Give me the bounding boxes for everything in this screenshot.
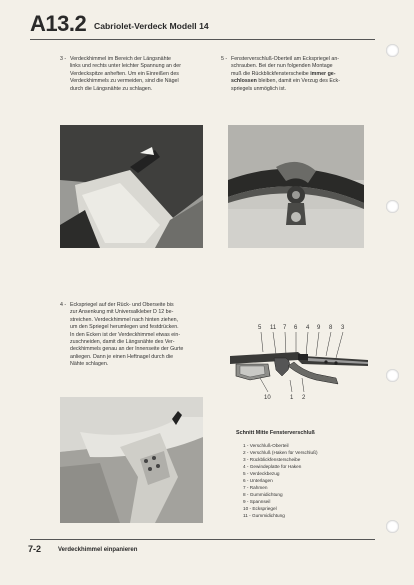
section-title: Cabriolet-Verdeck Modell 14 bbox=[94, 21, 209, 31]
legend-item: 10 - Eckspriegel bbox=[243, 506, 277, 512]
legend-item: 5 - Verdeckbezug bbox=[243, 471, 280, 477]
legend-item: 7 - Rahmen bbox=[243, 485, 268, 491]
header-rule bbox=[30, 39, 375, 40]
punch-hole-lower bbox=[386, 369, 399, 382]
emphasis: schlossen bbox=[231, 78, 257, 85]
legend-item: 3 - Rückblickfensterscheibe bbox=[243, 457, 301, 463]
legend-item: 1 - Verschluß-Oberteil bbox=[243, 443, 289, 448]
photo-corner-bow bbox=[60, 397, 203, 523]
text-line: Nähte schlagen. bbox=[70, 361, 109, 368]
text-line: Verdeckhimmels zu vermeiden, sind die Nägel bbox=[70, 78, 179, 85]
diagram-label: 3 bbox=[341, 325, 345, 331]
step-number: 3 - bbox=[60, 56, 67, 62]
text-line: streichen. Verdeckhimmel nach hinten ziehen, bbox=[70, 316, 179, 323]
text-line bbox=[231, 78, 376, 85]
diagram-label: 6 bbox=[294, 325, 298, 331]
text-line: durch die Längsnähte zu schlagen. bbox=[70, 85, 153, 92]
legend-title: Schnitt Mitte Fensterverschluß bbox=[236, 430, 315, 436]
punch-hole-bottom bbox=[386, 520, 399, 533]
text-span: muß die Rückblickfensterscheibe bbox=[231, 70, 311, 77]
text-line: spriegels unmöglich ist. bbox=[231, 85, 287, 92]
diagram-label: 5 bbox=[258, 325, 262, 331]
diagram-label: 8 bbox=[329, 325, 333, 331]
punch-hole-top bbox=[386, 44, 399, 57]
step-3 bbox=[60, 56, 210, 93]
parts-legend bbox=[243, 442, 318, 520]
text-line: schrauben. Bei der nun folgenden Montage bbox=[231, 63, 333, 70]
diagram-label: 7 bbox=[283, 325, 287, 331]
diagram-label: 4 bbox=[306, 325, 310, 331]
diagram-label: 10 bbox=[264, 395, 271, 401]
text-line: zuschneiden, damit die Längsnähte des Ver- bbox=[70, 339, 175, 346]
punch-hole-upper bbox=[386, 200, 399, 213]
text-line bbox=[231, 71, 376, 78]
legend-item: 9 - Spannseil bbox=[243, 499, 271, 505]
diagram-label: 1 bbox=[290, 395, 294, 401]
legend-item: 11 - Gummidichtung bbox=[243, 513, 285, 519]
diagram-label: 11 bbox=[270, 325, 277, 331]
section-code: A13.2 bbox=[30, 11, 87, 36]
step-5 bbox=[221, 56, 376, 93]
emphasis: immer ge- bbox=[310, 70, 336, 77]
step-number: 5 - bbox=[221, 56, 228, 62]
page-number: 7-2 bbox=[28, 544, 42, 554]
text-line: Eckspriegel auf der Rück- und Oberseite bis bbox=[70, 302, 174, 308]
text-line: anliegen. Dann je einen Heftnagel durch die bbox=[70, 353, 174, 360]
footer-title: Verdeckhimmel einpanieren bbox=[58, 547, 138, 553]
text-span: bleiben, damit ein Verzug des Eck- bbox=[256, 78, 340, 85]
diagram-label: 2 bbox=[302, 395, 306, 401]
section-diagram bbox=[228, 318, 378, 410]
photo-headliner-corner bbox=[60, 125, 203, 248]
legend-item: 8 - Gummidichtung bbox=[243, 492, 283, 498]
text-line: Verdeckhimmel im Bereich der Längsnähte bbox=[70, 56, 171, 62]
text-line: deckhimmels genau an der Innenseite der Gurte bbox=[70, 346, 184, 353]
text-line: um den Spriegel herumlegen und festdrücken. bbox=[70, 324, 179, 331]
text-line: In den Ecken ist der Verdeckhimmel etwas ein- bbox=[70, 331, 181, 338]
legend-item: 4 - Gewindeplatte für Haken bbox=[243, 464, 302, 470]
text-line: Verdeckspitze anheften. Um ein Einreißen des bbox=[70, 70, 179, 77]
text-line: Fensterverschluß-Oberteil am Eckspriegel an- bbox=[231, 56, 340, 62]
step-number: 4 - bbox=[60, 302, 67, 308]
step-4 bbox=[60, 302, 215, 369]
diagram-label: 9 bbox=[317, 325, 321, 331]
legend-item: 2 - Verschluß (Haken für Verschluß) bbox=[243, 450, 318, 456]
text-line: zur Ansenkung mit Universalkleber D 12 be- bbox=[70, 309, 174, 316]
legend-item: 6 - Unterlagen bbox=[243, 478, 273, 484]
footer-rule bbox=[30, 539, 375, 540]
photo-window-latch bbox=[228, 125, 364, 248]
text-line: links und rechts unter leichter Spannung an der bbox=[70, 63, 182, 70]
